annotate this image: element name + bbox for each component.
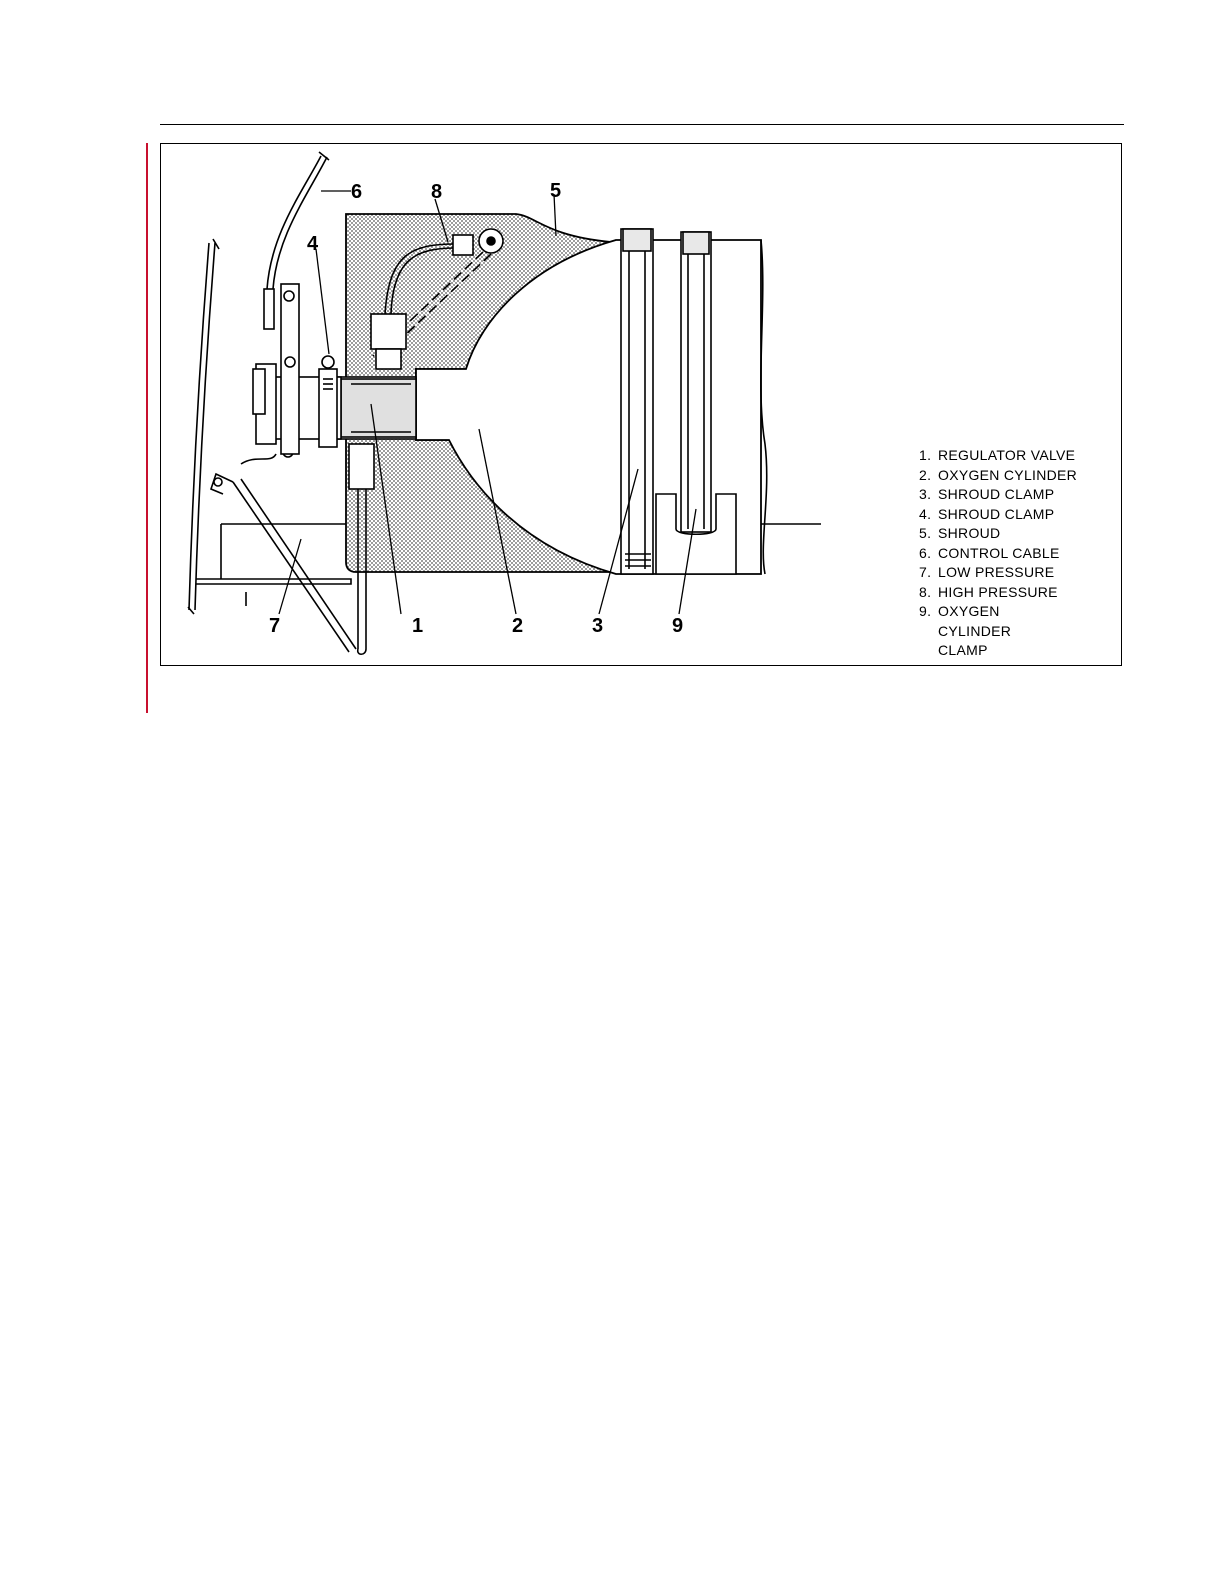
header-rule xyxy=(160,124,1124,125)
callout-9: 9 xyxy=(672,615,684,637)
callout-6: 6 xyxy=(351,181,363,203)
callout-3: 3 xyxy=(592,615,604,637)
shroud-clamp-band xyxy=(621,229,653,574)
legend-item: 7. LOW PRESSURE xyxy=(919,564,1055,580)
callout-8: 8 xyxy=(431,181,443,203)
callout-4: 4 xyxy=(307,233,319,255)
callout-7: 7 xyxy=(269,615,281,637)
legend-item: 5. SHROUD xyxy=(919,525,1001,541)
margin-change-bar xyxy=(146,143,148,713)
legend-item: 6. CONTROL CABLE xyxy=(919,544,1060,561)
callout-5: 5 xyxy=(550,180,562,202)
callout-2: 2 xyxy=(512,615,524,637)
callout-1: 1 xyxy=(412,615,424,637)
legend-item: 9. OXYGEN CYLINDER CLAMP xyxy=(919,603,1012,658)
legend xyxy=(919,446,1077,661)
legend-item: 3. SHROUD CLAMP xyxy=(919,486,1055,502)
legend-item: 4. SHROUD CLAMP xyxy=(919,505,1055,522)
legend-item: 1. REGULATOR VALVE xyxy=(919,447,1076,463)
legend-item: 2. OXYGEN CYLINDER xyxy=(919,466,1078,483)
figure-frame xyxy=(160,143,1122,666)
legend-item: 8. HIGH PRESSURE xyxy=(919,583,1058,600)
